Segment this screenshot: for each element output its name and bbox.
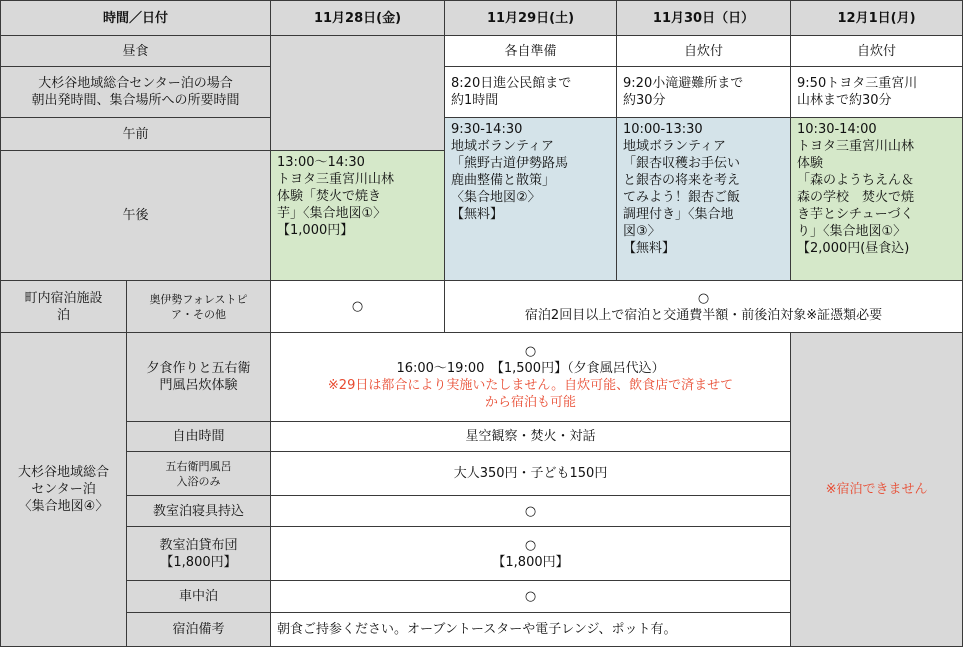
activity-nov29: 9:30-14:30 地域ボランティア 「熊野古道伊勢路馬 鹿曲整備と散策」 〈集合地図②〉 【無料】: [445, 118, 617, 281]
own-bedding-label: 教室泊寝具持込: [127, 496, 271, 527]
header-dec1: 12月1日(月): [791, 1, 963, 36]
town-lodging-rest: [445, 281, 963, 333]
header-nov30: 11月30日（日）: [617, 1, 791, 36]
activity-nov28: 13:00〜14:30 トヨタ三重宮川山林 体験「焚火で焼き 芋」〈集合地図①〉 【1,000円】: [271, 151, 445, 281]
dinner-mark: ○: [524, 344, 537, 359]
departure-dec1: 9:50トヨタ三重宮川 山林まで約30分: [791, 67, 963, 118]
town-lodging-rest-mark: ○: [697, 290, 710, 306]
header-time-date: 時間／日付: [1, 1, 271, 36]
dinner-time: 16:00〜19:00 【1,500円】（夕食風呂代込）: [396, 361, 665, 376]
free-time-value: 星空観察・焚火・対話: [271, 422, 791, 452]
activity-dec1: 10:30-14:00 トヨタ三重宮川山林 体験 「森のようちえん＆ 森の学校 焚火で焼 き芋とシチューづく り」〈集合地図①〉 【2,000円(昼食込): [791, 118, 963, 281]
rent-bedding-label: 教室泊貸布団 【1,800円】: [127, 527, 271, 581]
lunch-dec1: 自炊付: [791, 36, 963, 67]
own-bedding-value: ○: [271, 496, 791, 527]
header-nov29: 11月29日(土): [445, 1, 617, 36]
lunch-nov29: 各自準備: [445, 36, 617, 67]
rent-bedding-mark: ○: [524, 537, 537, 553]
town-lodging-label: 町内宿泊施設 泊: [1, 281, 127, 333]
departure-nov29: 8:20日進公民館まで 約1時間: [445, 67, 617, 118]
bath-value: 大人350円・子ども150円: [271, 452, 791, 496]
car-stay-value: ○: [271, 581, 791, 613]
afternoon-label: 午後: [1, 151, 271, 281]
rent-bedding-cell: [271, 527, 791, 581]
departure-nov30: 9:20小滝避難所まで 約30分: [617, 67, 791, 118]
dinner-cell: [271, 333, 791, 422]
activity-nov30: 10:00-13:30 地域ボランティア 「銀杏収穫お手伝い と銀杏の将来を考え てみよう！銀杏ご飯 調理付き」〈集合地 図③〉 【無料】: [617, 118, 791, 281]
remarks-value: 朝食ご持参ください。オーブントースターや電子レンジ、ポット有。: [271, 613, 791, 647]
town-lodging-rest-note: 宿泊2回目以上で宿泊と交通費半額・前後泊対象※証憑類必要: [524, 307, 883, 323]
car-stay-label: 車中泊: [127, 581, 271, 613]
dinner-label: 夕食作りと五右衛 門風呂炊体験: [127, 333, 271, 422]
rent-bedding-price: 【1,800円】: [492, 554, 569, 570]
bath-label: 五右衛門風呂 入浴のみ: [127, 452, 271, 496]
free-time-label: 自由時間: [127, 422, 271, 452]
lunch-label: 昼食: [1, 36, 271, 67]
header-nov28: 11月28日(金): [271, 1, 445, 36]
morning-label: 午前: [1, 118, 271, 151]
remarks-label: 宿泊備考: [127, 613, 271, 647]
town-lodging-nov28: ○: [271, 281, 445, 333]
nov28-blank-cell: [271, 36, 445, 151]
center-lodging-label: 大杉谷地域総合 センター泊 〈集合地図④〉: [1, 333, 127, 647]
lunch-nov30: 自炊付: [617, 36, 791, 67]
town-lodging-sub: 奥伊勢フォレストピ ア・その他: [127, 281, 271, 333]
dinner-note: ※29日は都合により実施いたしません。自炊可能、飲食店で済ませて から宿泊も可能: [327, 378, 734, 410]
center-not-available: ※宿泊できません: [791, 333, 963, 647]
departure-label: 大杉谷地域総合センター泊の場合 朝出発時間、集合場所への所要時間: [1, 67, 271, 118]
